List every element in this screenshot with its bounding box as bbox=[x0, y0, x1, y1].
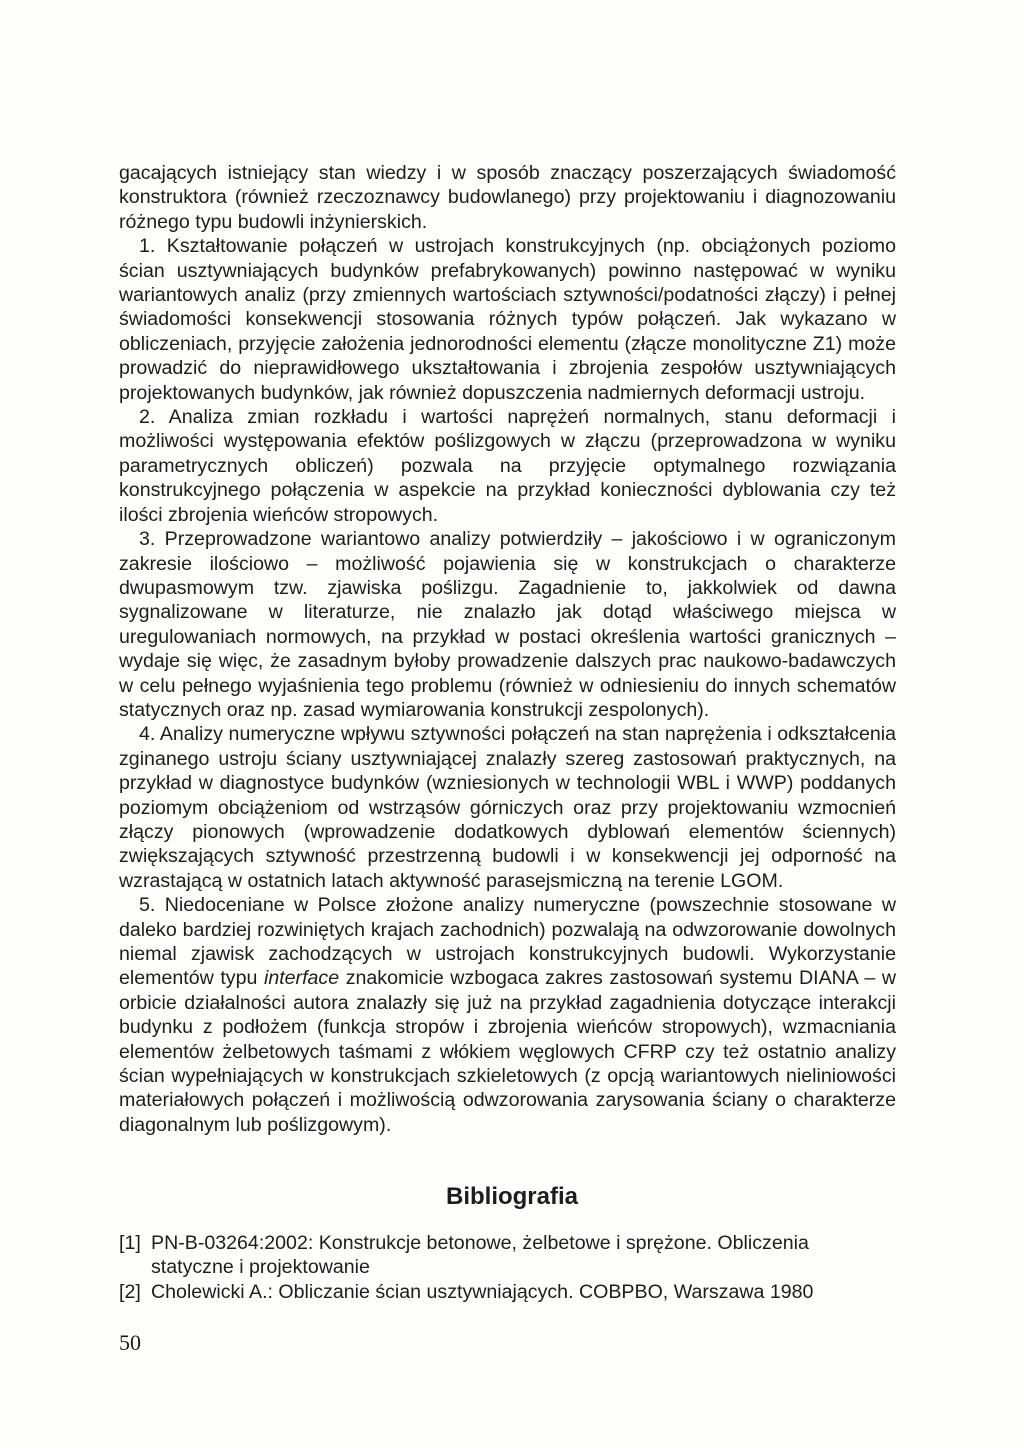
bibliography-entry bbox=[119, 1280, 896, 1304]
conclusion-3: 3. Przeprowadzone wariantowo analizy potwierdziły – jakościowo i w ograniczonym zakresie ilościowo – możliwość pojawienia się w konstrukcjach o charakterze dwupasmowym tzw. zjawiska poślizgu. Zagadnienie to, jakkolwiek od dawna sygnalizowane w literaturze, nie znalazło jak dotąd właściwego miejsca w uregulowaniach normowych, na przykład w postaci określenia wartości granicznych – wydaje się więc, że zasadnym byłoby prowadzenie dalszych prac naukowo-badawczych w celu pełnego wyjaśnienia tego problemu (również w odniesieniu do innych schematów statycznych oraz np. zasad wymiarowania konstrukcji zespolonych). bbox=[119, 528, 896, 721]
conclusion-5-part-2: znakomicie wzbogaca zakres zastosowań systemu DIANA – w orbicie działalności autora znalazły się już na przykład zagadnienia dotyczące interakcji budynku z podłożem (funkcja stropów i zbrojenia wieńców stropowych), wzmacniania elementów żelbetowych taśmami z włókiem węglowych CFRP czy też ostatnio analizy ścian wypełniających w konstrukcjach szkieletowych (z opcją wariantowych nieliniowości materiałowych połączeń i możliwością odwzorowania zarysowania ściany o charakterze diagonalnym lub poślizgowym). bbox=[119, 967, 897, 1136]
body-text bbox=[119, 161, 896, 1137]
bibliography-heading: Bibliografia bbox=[445, 1183, 578, 1210]
bibliography-entry-number: [1] bbox=[119, 1232, 141, 1254]
bibliography-entry bbox=[119, 1231, 896, 1280]
bibliography-entry-text: PN-B-03264:2002: Konstrukcje betonowe, żelbetowe i sprężone. Obliczenia statyczne i projektowanie bbox=[151, 1232, 809, 1279]
conclusion-5 bbox=[119, 893, 896, 1137]
conclusion-5-italic-term: interface bbox=[263, 967, 340, 990]
bibliography-entry-number: [2] bbox=[119, 1280, 141, 1303]
page-number: 50 bbox=[119, 1330, 141, 1355]
conclusion-5-part-1: 5. Niedoceniane w Polsce złożone analizy numeryczne (powszechnie stosowane w daleko bardziej rozwiniętych krajach zachodnich) pozwalają na odwzorowanie dowolnych niemal zjawisk zachodzących w ustrojach konstrukcyjnych budowli. Wykorzystanie elementów typu bbox=[119, 894, 896, 990]
conclusion-4: 4. Analizy numeryczne wpływu sztywności połączeń na stan naprężenia i odkształcenia zginanego ustroju ściany usztywniającej znalazły szereg zastosowań praktycznych, na przykład w diagnostyce budynków (wzniesionych w technologii WBL i WWP) poddanych poziomym obciążeniom od wstrząsów górniczych oraz przy projektowaniu wzmocnień złączy pionowych (wprowadzenie dodatkowych dyblowań elementów ściennych) zwiększających sztywność przestrzenną budowli i w konsekwencji jej odporność na wzrastającą w ostatnich latach aktywność parasejsmiczną na terenie LGOM. bbox=[119, 723, 896, 892]
opening-paragraph: gacających istniejący stan wiedzy i w sposób znaczący poszerzających świadomość konstruktora (również rzeczoznawcy budowlanego) przy projektowaniu i diagnozowaniu różnego typu budowli inżynierskich. bbox=[119, 162, 896, 233]
bibliography-entry-text: Cholewicki A.: Obliczanie ścian usztywniających. COBPBO, Warszawa 1980 bbox=[151, 1280, 814, 1303]
conclusion-1: 1. Kształtowanie połączeń w ustrojach konstrukcyjnych (np. obciążonych poziomo ścian usztywniających budynków prefabrykowanych) powinno następować w wyniku wariantowych analiz (przy zmiennych wartościach sztywności/podatności złączy) i pełnej świadomości konsekwencji stosowania różnych typów połączeń. Jak wykazano w obliczeniach, przyjęcie założenia jednorodności elementu (złącze monolityczne Z1) może prowadzić do nieprawidłowego ukształtowania i zbrojenia zespołów usztywniających projektowanych budynków, jak również dopuszczenia nadmiernych deformacji ustroju. bbox=[119, 235, 896, 404]
bibliography-list bbox=[119, 1231, 896, 1304]
conclusion-2: 2. Analiza zmian rozkładu i wartości naprężeń normalnych, stanu deformacji i możliwości występowania efektów poślizgowych w złączu (przeprowadzona w wyniku parametrycznych obliczeń) pozwala na przyjęcie optymalnego rozwiązania konstrukcyjnego połączenia w aspekcie na przykład konieczności dyblowania czy też ilości zbrojenia wieńców stropowych. bbox=[119, 406, 896, 526]
